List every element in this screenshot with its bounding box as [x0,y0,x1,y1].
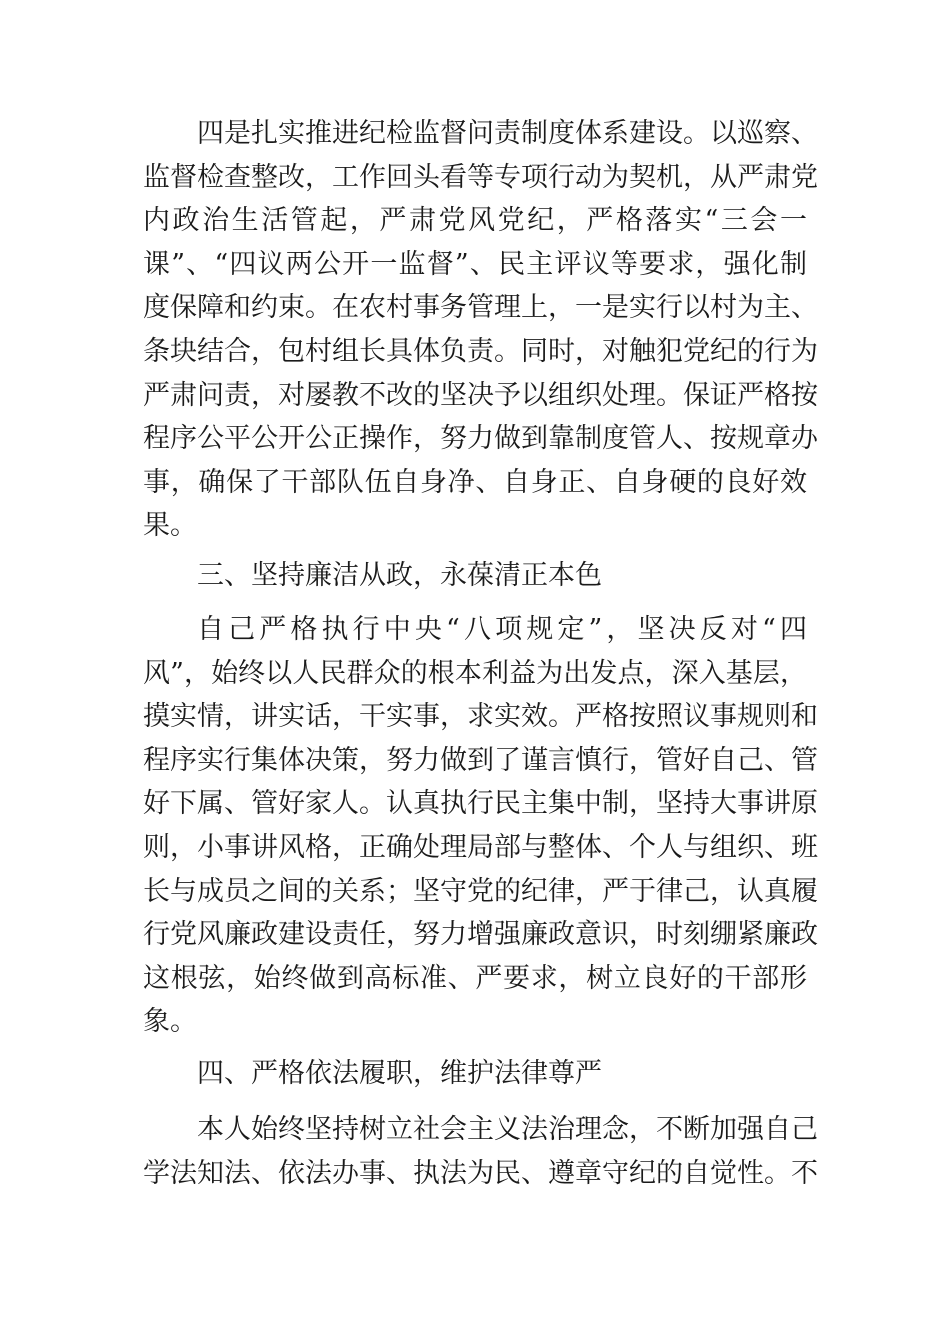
paragraph-line: 学法知法、依法办事、执法为民、遵章守纪的自觉性。不 [143,1157,818,1189]
paragraph-line: 果。 [143,510,197,542]
paragraph-line: 本人始终坚持树立社会主义法治理念，不断加强自己 [197,1114,818,1145]
paragraph-line: 风”，始终以人民群众的根本利益为出发点，深入基层， [143,657,807,689]
paragraph-rule-of-law [143,1108,818,1195]
paragraph-line: 这根弦，始终做到高标准、严要求，树立良好的干部形 [143,962,807,994]
paragraph-line: 好下属、管好家人。认真执行民主集中制，坚持大事讲原 [143,788,818,820]
paragraph-line: 事，确保了干部队伍自身净、自身正、自身硬的良好效 [143,466,807,498]
paragraph-line: 自己严格执行中央“八项规定”，坚决反对“四 [197,614,807,645]
paragraph-line: 条块结合，包村组长具体负责。同时，对触犯党纪的行为 [143,335,818,367]
paragraph-line: 则，小事讲风格，正确处理局部与整体、个人与组织、班 [143,831,818,863]
paragraph-integrity [143,608,818,1044]
section-heading-integrity [143,554,807,598]
paragraph-line: 监督检查整改，工作回头看等专项行动为契机，从严肃党 [143,161,818,193]
section-heading-rule-of-law [143,1052,807,1096]
paragraph-line: 长与成员之间的关系；坚守党的纪律，严于律己，认真履 [143,875,818,907]
paragraph-discipline-supervision [143,112,818,548]
paragraph-line: 严肃问责，对屡教不改的坚决予以组织处理。保证严格按 [143,379,818,411]
paragraph-line: 课”、“四议两公开一监督”、民主评议等要求，强化制 [143,248,807,280]
paragraph-line: 四是扎实推进纪检监督问责制度体系建设。以巡察、 [197,118,818,149]
paragraph-line: 行党风廉政建设责任，努力增强廉政意识，时刻绷紧廉政 [143,919,818,951]
paragraph-line: 象。 [143,1006,197,1038]
paragraph-line: 内政治生活管起，严肃党风党纪，严格落实“三会一 [143,205,807,237]
paragraph-line: 程序实行集体决策，努力做到了谨言慎行，管好自己、管 [143,744,818,776]
section-heading-text: 四、严格依法履职，维护法律尊严 [197,1058,602,1089]
paragraph-line: 程序公平公开公正操作，努力做到靠制度管人、按规章办 [143,423,818,455]
section-heading-text: 三、坚持廉洁从政，永葆清正本色 [197,560,602,591]
paragraph-line: 摸实情，讲实话，干实事，求实效。严格按照议事规则和 [143,701,818,733]
paragraph-line: 度保障和约束。在农村事务管理上，一是实行以村为主、 [143,292,818,324]
